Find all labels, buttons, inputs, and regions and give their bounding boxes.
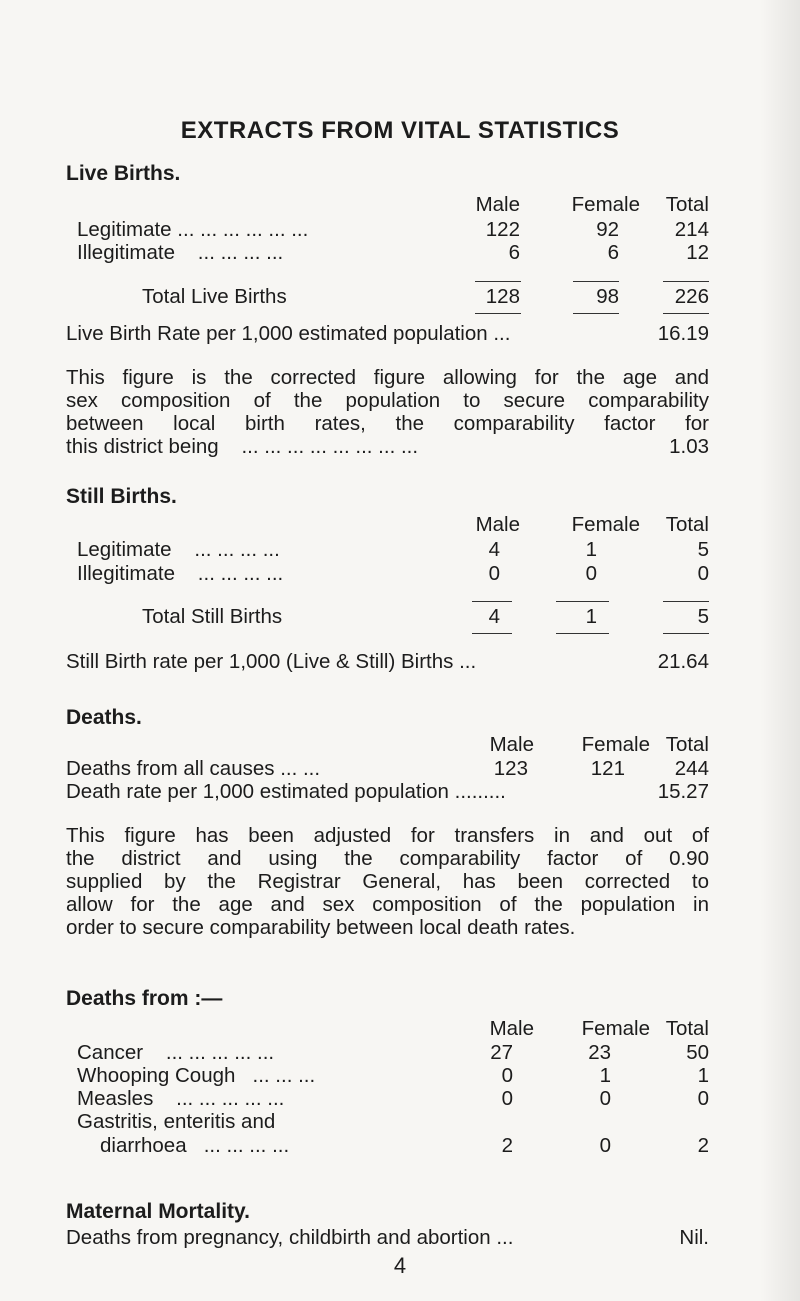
dot-leader: ... ... ... ... [194,538,280,561]
rule [663,633,709,634]
row-label: diarrhoea [100,1134,187,1157]
live-births-legitimate-male: 122 [485,218,520,241]
still-births-total-female: 1 [585,605,597,628]
rule [472,601,512,602]
cancer-total: 50 [686,1041,709,1064]
live-birth-rate-label: Live Birth Rate per 1,000 estimated population ... [66,322,511,345]
note-line: This figure is the corrected figure allowing for the age and [66,366,709,389]
live-births-illegitimate-label [77,241,283,265]
dot-leader: ... ... ... ... ... ... ... ... [241,435,419,458]
measles-male: 0 [501,1087,513,1110]
deaths-male-header: Male [489,733,534,756]
row-label: Legitimate [77,538,172,561]
comparability-factor-value: 1.03 [669,435,709,458]
dot-leader: ... ... ... ... ... [165,1041,275,1064]
cancer-female: 23 [588,1041,611,1064]
still-births-illegitimate-male: 0 [488,562,500,585]
deaths-all-causes-label: Deaths from all causes ... ... [66,757,321,780]
note-line: between local birth rates, the comparability factor for [66,412,709,435]
still-births-total-label: Total Still Births [142,605,283,628]
live-births-total-male: 128 [485,285,520,308]
deaths-all-causes-total: 244 [674,757,709,780]
whooping-cough-total: 1 [697,1064,709,1087]
live-birth-note [66,366,709,435]
maternal-mortality-heading: Maternal Mortality. [66,1200,250,1223]
deaths-from-female-header: Female [581,1017,650,1040]
rule [556,633,609,634]
live-birth-rate-value: 16.19 [657,322,709,345]
row-label: Illegitimate [77,562,175,585]
deaths-from-male-header: Male [489,1017,534,1040]
cancer-male: 27 [490,1041,513,1064]
rule [663,281,709,282]
whooping-cough-male: 0 [501,1064,513,1087]
still-births-legitimate-label [77,538,280,562]
live-births-total-female: 98 [596,285,619,308]
dot-leader: ... ... ... ... ... [176,1087,285,1110]
whooping-cough-label [77,1064,315,1088]
row-label: Whooping Cough [77,1064,236,1087]
gastritis-total: 2 [697,1134,709,1157]
dot-leader: ... ... ... ... [197,562,284,585]
still-birth-rate-label: Still Birth rate per 1,000 (Live & Still) Births ... [66,650,477,673]
live-births-heading: Live Births. [66,162,181,185]
gastritis-label-line2 [100,1134,289,1158]
live-births-illegitimate-female: 6 [607,241,619,264]
rule [663,313,709,314]
row-label: Cancer [77,1041,144,1064]
live-births-total-header: Total [665,193,709,216]
live-births-legitimate-label [77,218,308,242]
rule [573,281,619,282]
dot-leader: ... ... ... ... ... ... [177,218,309,241]
death-rate-value: 15.27 [657,780,709,803]
row-label: Illegitimate [77,241,175,264]
dot-leader: ... ... ... ... [203,1134,290,1157]
still-births-heading: Still Births. [66,485,177,508]
death-rate-label: Death rate per 1,000 estimated population ......... [66,780,506,803]
death-note-last-line: order to secure comparability between local death rates. [66,916,576,939]
still-birth-rate-value: 21.64 [657,650,709,673]
deaths-heading: Deaths. [66,706,142,729]
note-line: this district being [66,435,219,458]
still-births-legitimate-female: 1 [585,538,597,561]
note-line: allow for the age and sex composition of the population in [66,893,709,916]
rule [573,313,619,314]
rule [475,281,521,282]
gastritis-label-line1: Gastritis, enteritis and [77,1110,276,1133]
live-births-legitimate-female: 92 [596,218,619,241]
still-births-total-male: 4 [488,605,500,628]
gastritis-male: 2 [501,1134,513,1157]
deaths-female-header: Female [581,733,650,756]
deaths-all-causes-female: 121 [590,757,625,780]
still-births-legitimate-total: 5 [697,538,709,561]
cancer-label [77,1041,274,1065]
maternal-deaths-value: Nil. [679,1226,709,1249]
page-number: 4 [393,1253,407,1278]
dot-leader: ... ... ... [252,1064,316,1087]
maternal-deaths-label: Deaths from pregnancy, childbirth and abortion ... [66,1226,514,1249]
still-births-illegitimate-total: 0 [697,562,709,585]
live-birth-note-last-line [66,435,418,459]
live-births-total-label: Total Live Births [142,285,287,308]
deaths-from-heading: Deaths from :— [66,987,223,1010]
live-births-total-total: 226 [674,285,709,308]
live-births-illegitimate-male: 6 [508,241,520,264]
note-line: sex composition of the population to secure comparability [66,389,709,412]
still-births-female-header: Female [571,513,640,536]
rule [475,313,521,314]
whooping-cough-female: 1 [599,1064,611,1087]
measles-label [77,1087,284,1111]
row-label: Measles [77,1087,154,1110]
rule [556,601,609,602]
still-births-male-header: Male [475,513,520,536]
deaths-all-causes-male: 123 [493,757,528,780]
rule [472,633,512,634]
note-line: This figure has been adjusted for transfers in and out of [66,824,709,847]
still-births-legitimate-male: 4 [488,538,500,561]
still-births-total-total: 5 [697,605,709,628]
live-births-female-header: Female [571,193,640,216]
gastritis-female: 0 [599,1134,611,1157]
live-births-illegitimate-total: 12 [686,241,709,264]
measles-female: 0 [599,1087,611,1110]
deaths-total-header: Total [665,733,709,756]
note-line: the district and using the comparability factor of 0.90 [66,847,709,870]
still-births-illegitimate-label [77,562,283,586]
still-births-illegitimate-female: 0 [585,562,597,585]
note-line: supplied by the Registrar General, has been corrected to [66,870,709,893]
live-births-legitimate-total: 214 [674,218,709,241]
page-title: EXTRACTS FROM VITAL STATISTICS [180,117,620,144]
deaths-from-total-header: Total [665,1017,709,1040]
row-label: Legitimate [77,218,172,241]
measles-total: 0 [697,1087,709,1110]
dot-leader: ... ... ... ... [197,241,284,264]
page-edge-shadow [760,0,800,1301]
live-births-male-header: Male [475,193,520,216]
rule [663,601,709,602]
still-births-total-header: Total [665,513,709,536]
death-rate-note [66,824,709,916]
